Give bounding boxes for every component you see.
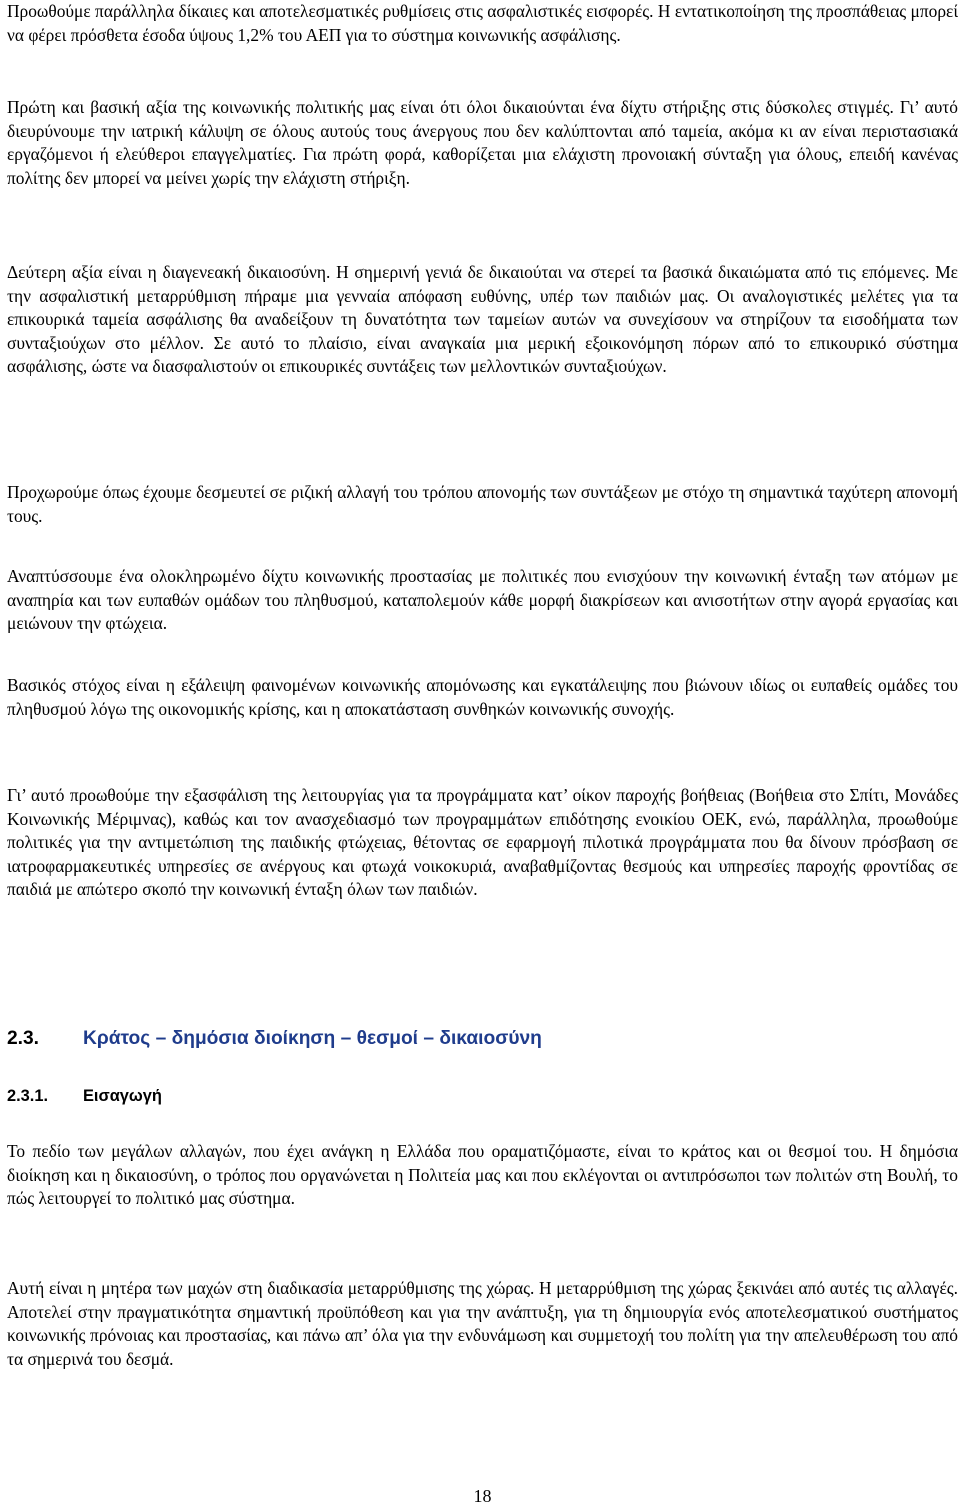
subsection-heading — [7, 1084, 162, 1108]
subsection-number: 2.3.1. — [7, 1087, 49, 1105]
section-heading — [7, 1026, 542, 1052]
paragraph-pension-awards: Προχωρούμε όπως έχουμε δεσμευτεί σε ριζική αλλαγή του τρόπου απονομής των συντάξεων με στόχο τη σημαντικά ταχύτερη απονομή τους. — [7, 482, 958, 526]
paragraph-social-protection: Αναπτύσσουμε ένα ολοκληρωμένο δίχτυ κοινωνικής προστασίας με πολιτικές που ενισχύουν την κοινωνική ένταξη των ατόμων με αναπηρία και των ευπαθών ομάδων του πληθυσμού, καταπολεμούν κάθε μορφή διακρίσεων και ανισοτήτων στην αγορά εργασίας και μειώνουν την φτώχεια. — [7, 566, 958, 634]
section-number: 2.3. — [7, 1028, 40, 1049]
paragraph-home-care-programs: Γι’ αυτό προωθούμε την εξασφάλιση της λειτουργίας για τα προγράμματα κατ’ οίκον παροχής βοήθειας (Βοήθεια στο Σπίτι, Μονάδες Κοινωνικής Μέριμνας), καθώς και τον ανασχεδιασμό των προγραμμάτων επιδότησης ενοικίου ΟΕΚ, ενώ, παράλληλα, προωθούμε πολιτικές για την αντιμετώπιση της παιδικής φτώχειας, θέτοντας σε εφαρμογή πιλοτικά προγράμματα που θα δίνουν πρόσβαση σε ιατροφαρμακευτικές υπηρεσίες σε ανέργους και φτωχά νοικοκυριά, αναβαθμίζοντας θεσμούς και υπηρεσίες παροχής φροντίδας σε παιδιά με απώτερο σκοπό την κοινωνική ένταξη όλων των παιδιών. — [7, 785, 958, 900]
paragraph-intergenerational-justice: Δεύτερη αξία είναι η διαγενεακή δικαιοσύνη. Η σημερινή γενιά δε δικαιούται να στερεί τα βασικά δικαιώματα από τις επόμενες. Με την ασφαλιστική μεταρρύθμιση πήραμε μια γενναία απόφαση ευθύνης, υπέρ των παιδιών μας. Οι αναλογιστικές μελέτες για τα επικουρικά ταμεία ασφάλισης θα αναδείξουν τη δυνατότητα των ταμείων αυτών να συνεχίσουν να στηρίζουν τα εισοδήματα των συνταξιούχων στο μέλλον. Σε αυτό το πλαίσιο, είναι αναγκαία μια μερική εξοικονόμηση πόρων από το επικουρικό σύστημα ασφάλισης, ώστε να διασφαλιστούν οι επικουρικές συντάξεις των μελλοντικών συνταξιούχων. — [7, 262, 958, 377]
paragraph-mother-of-battles: Αυτή είναι η μητέρα των μαχών στη διαδικασία μεταρρύθμισης της χώρας. Η μεταρρύθμιση της χώρας ξεκινάει από αυτές τις αλλαγές. Αποτελεί στην πραγματικότητα σημαντική προϋπόθεση και για την ανάπτυξη, για τη δημιουργία ενός αποτελεσματικού συστήματος κοινωνικής πρόνοιας και προστασίας, και πάνω απ’ όλα για την ενδυνάμωση και συμμετοχή του πολίτη για την απελευθέρωση του από τα σημερινά του δεσμά. — [7, 1278, 958, 1369]
subsection-title: Εισαγωγή — [83, 1087, 162, 1105]
paragraph-state-institutions: Το πεδίο των μεγάλων αλλαγών, που έχει ανάγκη η Ελλάδα που οραματιζόμαστε, είναι το κράτος και οι θεσμοί του. Η δημόσια διοίκηση και η δικαιοσύνη, ο τρόπος που οργανώνεται η Πολιτεία μας και που εκλέγονται οι αντιπρόσωποι των πολιτών στη Βουλή, το πώς λειτουργεί το πολιτικό μας σύστημα. — [7, 1141, 958, 1209]
page-number: 18 — [473, 1486, 492, 1506]
paragraph-social-cohesion: Βασικός στόχος είναι η εξάλειψη φαινομένων κοινωνικής απομόνωσης και εγκατάλειψης που βιώνουν ιδίως οι ευπαθείς ομάδες του πληθυσμού λόγω της οικονομικής κρίσης, και η αποκατάσταση συνθηκών κοινωνικής συνοχής. — [7, 675, 958, 719]
paragraph-contributions: Προωθούμε παράλληλα δίκαιες και αποτελεσματικές ρυθμίσεις στις ασφαλιστικές εισφορές. Η εντατικοποίηση της προσπάθειας μπορεί να φέρει πρόσθετα έσοδα ύψους 1,2% του ΑΕΠ για το σύστημα κοινωνικής ασφάλισης. — [7, 1, 958, 45]
section-title: Κράτος – δημόσια διοίκηση – θεσμοί – δικαιοσύνη — [83, 1028, 542, 1049]
paragraph-safety-net: Πρώτη και βασική αξία της κοινωνικής πολιτικής μας είναι ότι όλοι δικαιούνται ένα δίχτυ στήριξης στις δύσκολες στιγμές. Γι’ αυτό διευρύνουμε την ιατρική κάλυψη σε όλους αυτούς τους άνεργους που δεν καλύπτονται από ταμεία, ακόμα κι αν είναι περιστασιακά εργαζόμενοι ή ελεύθεροι επαγγελματίες. Για πρώτη φορά, καθορίζεται μια ελάχιστη προνοιακή σύνταξη για όλους, επειδή κανένας πολίτης δεν μπορεί να μείνει χωρίς την ελάχιστη στήριξη. — [7, 97, 958, 188]
